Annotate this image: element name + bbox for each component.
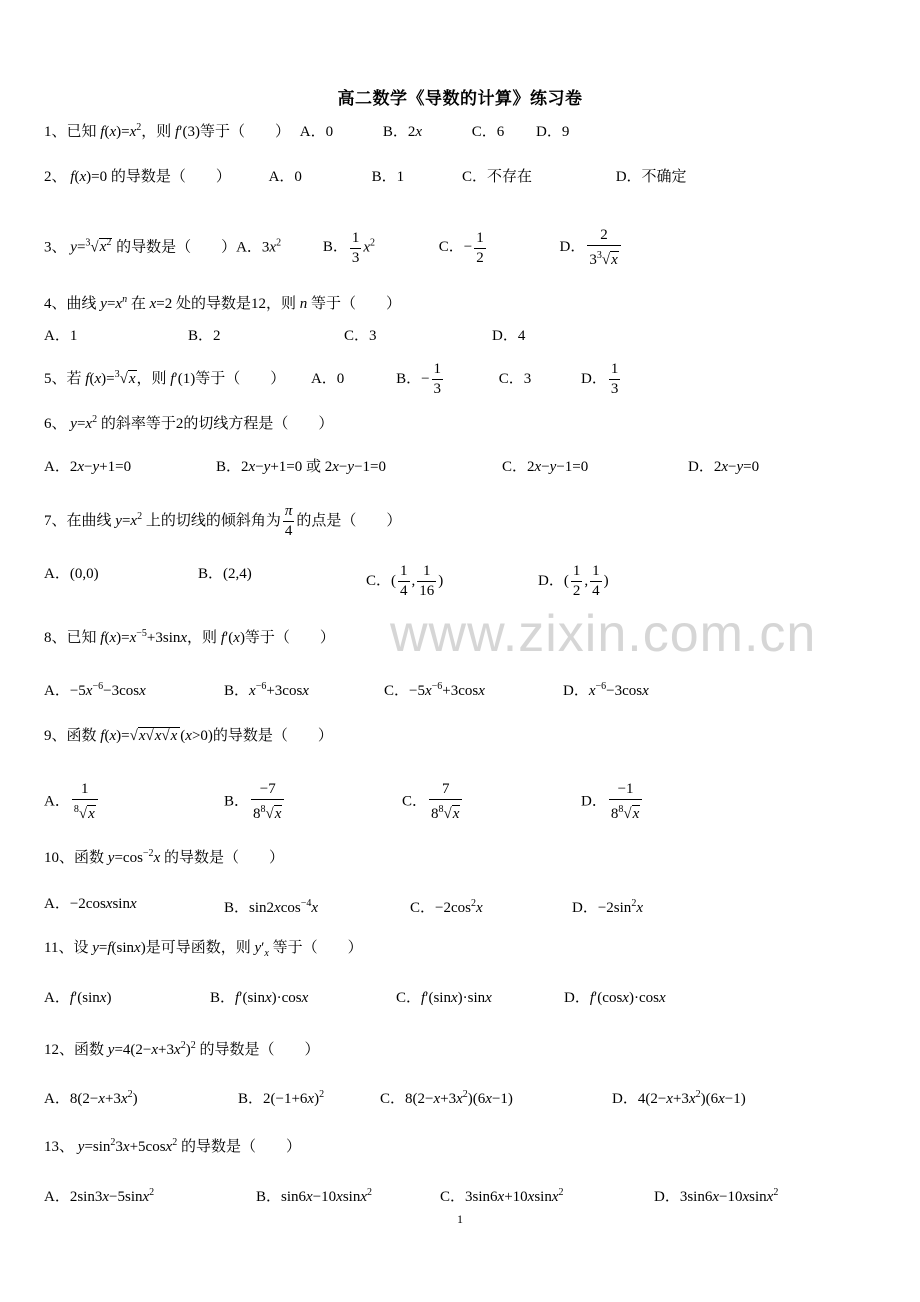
question-8-options: A．$-5x^{-6}-3\cos x$ B．$x^{-6}+3\cos x$ C．$-5x^{-6}+3\cos x$ D．$x^{-6}-3\cos x$ (44, 681, 649, 699)
question-11-options: A．f′(sinx) B．f′(sinx)·cosx C．f′(sinx)·sinx D．f′(cosx)·cosx (44, 990, 666, 1006)
question-9-options: A． $\frac{1}{^8√x}$ B． $\frac{-7}{8^8√x}$ C． $\frac{7}{8^8√x}$ D． $\frac{-1}{8^8√x}$ (44, 780, 884, 820)
question-12-options: A．$8(2-x+3x^2)$ B．$2(-1+6x)^2$ C．$8(2-x+3x^2)(6x-1)$ D．$4(2-x+3x^2)(6x-1)$ (44, 1089, 746, 1107)
question-12: 12、函数 $y=4(2-x+3x^2)^2$ 的导数是（ ） (44, 1040, 320, 1058)
page-title: 高二数学《导数的计算》练习卷 (337, 89, 583, 108)
question-6: 6、 $y=x^2$ 的斜率等于2的切线方程是（ ） (44, 414, 334, 432)
question-number: 1、 (44, 124, 67, 140)
question-10: 10、函数 $y=\cos^{-2}x$ 的导数是（ ） (44, 848, 284, 866)
question-10-options: A．−2cosxsinx B．sin2xcos$^{-4}$x C．$-2\cos^2x$ D．$-2\sin^2x$ (44, 896, 643, 916)
question-13: 13、 $y=\sin^23x+5\cos x^2$ 的导数是（ ） (44, 1137, 301, 1155)
question-1: 1、已知 $f(x)=x^2$，则 f′(3)等于（ ） A．0 B．2x C．6 D．9 (44, 122, 570, 140)
question-7: 7、在曲线 $y=x^2$ 上的切线的倾斜角为 $\frac{\pi}{4}$ 的点是（ ） (44, 503, 402, 539)
question-8: 8、已知 $f(x)=x^{-5}+3\sin x$，则 f′(x)等于（ ） (44, 628, 335, 646)
question-13-options: A．2sin3x−5sinx$^2$ B．sin6x−10xsinx$^2$ C．3sin6x+10xsinx$^2$ D．3sin6x−10xsinx$^2$ (44, 1187, 779, 1205)
question-4-options: A．1 B．2 C．3 D．4 (44, 328, 526, 344)
question-5: 5、若 f(x)=$^3$√x，则 f′(1)等于（ ） A．0 B．− $\frac{1}{3}$ C．3 D． $\frac{1}{3}$ (44, 361, 619, 397)
page-number: 1 (457, 1212, 463, 1226)
question-11: 11、设 y=f(sinx)是可导函数，则 $y'_x$ 等于（ ） (44, 940, 363, 959)
watermark: www.zixin.com.cn (390, 605, 817, 663)
question-7-options: A．(0,0) B．(2,4) C．( $\frac{1}{4}$ , $\frac{1}{16}$ ) D．( $\frac{1}{2}$ , $\frac{1}{4}$ ) (44, 563, 609, 599)
question-4: 4、曲线 $y=x^n$ 在 x=2 处的导数是12，则 n 等于（ ） (44, 294, 402, 312)
question-2: 2、 f(x)=0 的导数是（ ） A．0 B．1 C．不存在 D．不确定 (44, 169, 687, 185)
question-6-options: A．2x−y+1=0 B．2x−y+1=0 或 2x−y−1=0 C．2x−y−1=0 D．2x−y=0 (44, 459, 760, 475)
question-3: 3、 $y=^3√x^2$ 的导数是（ ）A．$3x^2$ B． $\frac{1}{3}$ $x^2$ C．− $\frac{1}{2}$ D． $\frac{2}{3^3√x}$ (44, 226, 623, 270)
question-9: 9、函数 f(x)=√x√x√x (x>0)的导数是（ ） (44, 728, 333, 744)
